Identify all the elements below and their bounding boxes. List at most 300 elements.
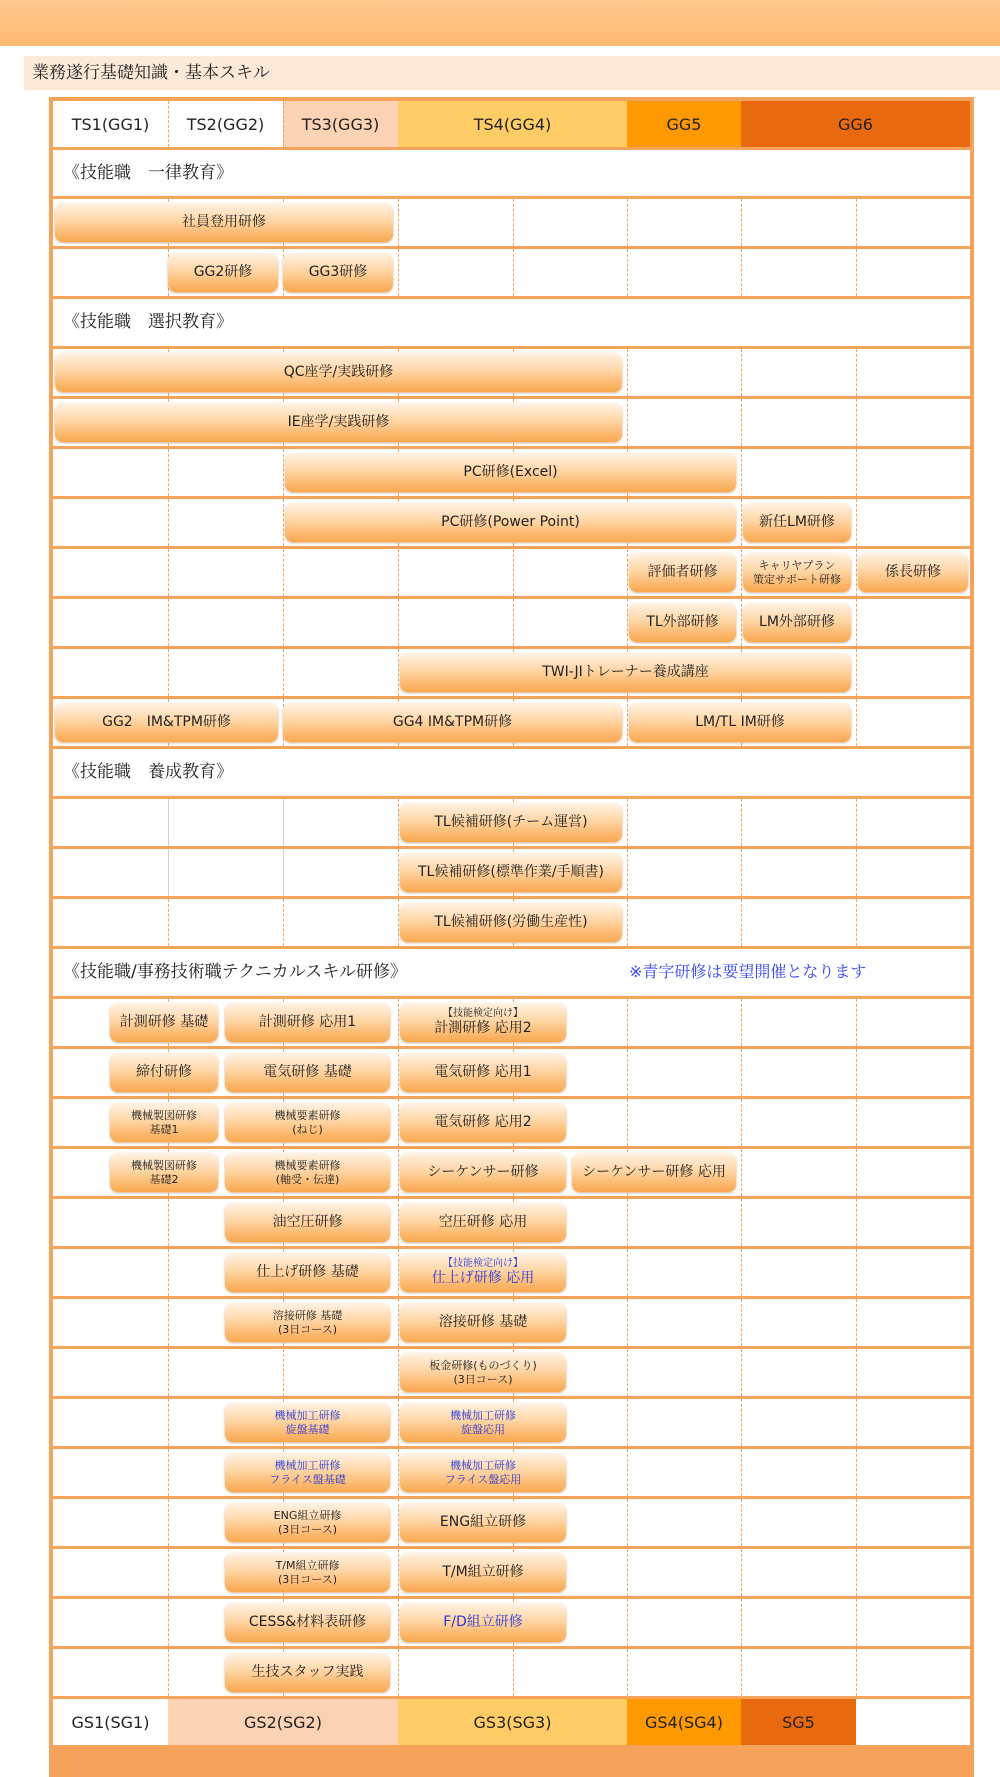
category-heading: 《技能職/事務技術職テクニカルスキル研修》 (63, 962, 408, 982)
course-label: TWI-JIトレーナー養成講座 (542, 664, 709, 681)
course-label: 係長研修 (885, 564, 941, 581)
grid-divider (627, 899, 628, 946)
course-label: GG2研修 (193, 264, 253, 281)
grid-divider (741, 599, 742, 646)
course-label: GG3研修 (308, 264, 368, 281)
grid-divider (856, 899, 857, 946)
grade-label: TS2(GG2) (186, 114, 265, 134)
grid-divider (168, 849, 169, 896)
category-heading-row (53, 299, 970, 346)
grid-divider (168, 1549, 169, 1596)
course-label: 計測研修 応用1 (258, 1014, 357, 1031)
course-label: 電気研修 基礎 (263, 1064, 352, 1081)
grade-header-cell (53, 101, 168, 147)
section-title: 業務遂行基礎知識・基本スキル (24, 56, 1000, 90)
training-course-tm3 (225, 1553, 390, 1592)
grade-header-cell (398, 101, 627, 147)
grid-divider (283, 849, 284, 896)
training-course-senban-o (400, 1403, 566, 1442)
grid-row (53, 1299, 970, 1346)
course-label: 基礎1 (149, 1122, 179, 1136)
grid-divider (513, 249, 514, 296)
course-label: TL候補研修(標準作業/手順書) (418, 864, 604, 881)
training-course-career (743, 553, 851, 592)
grid-divider (741, 1549, 742, 1596)
grid-divider (856, 799, 857, 846)
training-course-qc (55, 353, 622, 392)
grid-divider (283, 1349, 284, 1396)
grid-row (53, 899, 970, 946)
training-course-gg2im (55, 703, 278, 742)
training-course-pcpp (285, 503, 736, 542)
grid-divider (627, 349, 628, 396)
training-chart (49, 97, 974, 1777)
grid-divider (168, 1349, 169, 1396)
course-label: 基礎2 (149, 1172, 179, 1186)
grid-divider (856, 1449, 857, 1496)
course-label: 溶接研修 基礎 (272, 1309, 343, 1323)
training-course-newlm (743, 503, 851, 542)
training-course-keisoku-o2 (400, 1003, 566, 1042)
training-course-tl2 (400, 853, 622, 892)
grid-row (53, 1149, 970, 1196)
grid-row (53, 799, 970, 846)
training-course-furaisu-kiso (225, 1453, 390, 1492)
grid-row (53, 1499, 970, 1546)
grid-divider (741, 1149, 742, 1196)
category-heading: 《技能職 一律教育》 (63, 163, 233, 183)
course-label: 仕上げ研修 応用 (431, 1270, 535, 1287)
grid-divider (398, 1549, 399, 1596)
course-label: (軸受・伝達) (275, 1172, 340, 1186)
request-note: ※青字研修は要望開催となります (629, 962, 867, 981)
grid-divider (168, 1649, 169, 1696)
training-course-keisoku-o1 (225, 1003, 390, 1042)
grid-divider (856, 1099, 857, 1146)
grid-divider (283, 499, 284, 546)
grid-divider (856, 1599, 857, 1646)
grid-divider (741, 1199, 742, 1246)
training-course-denki-o1 (400, 1053, 566, 1092)
grid-row (53, 1349, 970, 1396)
grid-divider (856, 499, 857, 546)
grid-divider (398, 1249, 399, 1296)
grade-label: TS1(GG1) (71, 114, 150, 134)
training-course-kikaiyoso-jiku (225, 1153, 390, 1192)
category-heading-row (53, 949, 970, 996)
training-course-bankin (400, 1353, 566, 1392)
grid-divider (856, 699, 857, 746)
grade-header-cell (398, 1699, 627, 1745)
grid-row (53, 1049, 970, 1096)
grid-divider (856, 1249, 857, 1296)
grid-row (53, 549, 970, 596)
grid-divider (741, 399, 742, 446)
grid-row (53, 1599, 970, 1646)
course-label: TL候補研修(チーム運営) (434, 814, 588, 831)
grid-divider (283, 799, 284, 846)
grade-header-cell (741, 101, 970, 147)
training-course-seigi (225, 1653, 390, 1692)
course-label: 機械要素研修 (274, 1159, 341, 1173)
course-label: 計測研修 応用2 (434, 1020, 532, 1037)
course-label: 生技スタッフ実践 (251, 1664, 364, 1681)
training-course-kikaiseizu2 (110, 1153, 218, 1192)
course-label: 締付研修 (136, 1064, 192, 1081)
grade-header-top (53, 101, 970, 147)
course-label: 機械加工研修 (450, 1459, 516, 1473)
grid-divider (398, 849, 399, 896)
grid-divider (741, 1649, 742, 1696)
grid-divider (398, 799, 399, 846)
grade-label: GS1(SG1) (71, 1712, 150, 1732)
grade-label: TS4(GG4) (473, 114, 552, 134)
grade-label: GG5 (666, 114, 702, 134)
grid-divider (513, 549, 514, 596)
course-label: T/M組立研修 (442, 1564, 524, 1581)
grid-divider (398, 999, 399, 1046)
grid-divider (168, 1499, 169, 1546)
course-label: LM/TL IM研修 (695, 714, 785, 731)
grid-divider (168, 599, 169, 646)
training-course-shiage-kiso (225, 1253, 390, 1292)
grid-divider (741, 1399, 742, 1446)
course-label: フライス盤基礎 (269, 1472, 346, 1486)
course-label: TL外部研修 (646, 614, 719, 631)
grid-divider (627, 1449, 628, 1496)
course-label: 仕上げ研修 基礎 (256, 1264, 359, 1281)
grid-divider (741, 1499, 742, 1546)
grid-divider (627, 199, 628, 246)
grid-divider (856, 349, 857, 396)
training-course-kikaiseizu1 (110, 1103, 218, 1142)
course-label: 電気研修 応用1 (434, 1064, 532, 1081)
training-course-ie (55, 403, 622, 442)
course-label: 機械加工研修 (274, 1459, 341, 1473)
grid-divider (398, 1599, 399, 1646)
grid-row (53, 199, 970, 246)
training-course-denki-kiso (225, 1053, 390, 1092)
grade-header-cell (283, 101, 398, 147)
grid-divider (741, 899, 742, 946)
grade-header-cell (168, 1699, 398, 1745)
category-heading: 《技能職 選択教育》 (63, 312, 233, 332)
grid-divider (627, 1399, 628, 1446)
course-label: 新任LM研修 (759, 514, 835, 531)
grid-divider (627, 1499, 628, 1546)
grid-divider (741, 1449, 742, 1496)
course-label: F/D組立研修 (443, 1614, 523, 1631)
grid-divider (856, 1199, 857, 1246)
grid-divider (168, 101, 169, 147)
grid-row (53, 1099, 970, 1146)
course-label: T/M組立研修 (275, 1559, 340, 1573)
course-label: QC座学/実践研修 (283, 364, 394, 381)
grid-divider (741, 449, 742, 496)
grid-divider (168, 1299, 169, 1346)
course-label: PC研修(Power Point) (441, 514, 580, 531)
course-label: (3日コース) (277, 1522, 337, 1536)
grid-divider (627, 1549, 628, 1596)
grid-row (53, 649, 970, 696)
top-banner (0, 0, 1000, 46)
grid-divider (741, 1049, 742, 1096)
grid-divider (856, 1649, 857, 1696)
grid-divider (856, 1049, 857, 1096)
training-course-shain (55, 203, 393, 242)
course-label: 計測研修 基礎 (119, 1014, 209, 1031)
training-course-tm (400, 1553, 566, 1592)
grid-divider (398, 1499, 399, 1546)
grid-divider (168, 1599, 169, 1646)
grade-label: TS3(GG3) (301, 114, 380, 134)
grid-divider (627, 999, 628, 1046)
grid-divider (627, 1599, 628, 1646)
grid-divider (856, 249, 857, 296)
grid-divider (627, 549, 628, 596)
course-label: 機械製図研修 (131, 1159, 197, 1173)
course-label: 旋盤基礎 (285, 1422, 330, 1436)
grid-divider (398, 649, 399, 696)
grid-divider (398, 1199, 399, 1246)
course-label: CESS&材料表研修 (248, 1614, 367, 1631)
grid-divider (627, 1649, 628, 1696)
grid-divider (168, 449, 169, 496)
grid-divider (398, 1049, 399, 1096)
grid-divider (741, 349, 742, 396)
training-course-tl3 (400, 903, 622, 942)
course-label: 社員登用研修 (182, 214, 266, 231)
grid-divider (168, 649, 169, 696)
grid-divider (741, 1599, 742, 1646)
training-course-yosetsu-kiso (400, 1303, 566, 1342)
grid-divider (627, 1199, 628, 1246)
category-heading-row (53, 749, 970, 796)
grid-divider (168, 1449, 169, 1496)
grade-header-cell (53, 1699, 168, 1745)
grid-divider (741, 849, 742, 896)
course-label: (3日コース) (277, 1322, 338, 1336)
course-label: IE座学/実践研修 (287, 414, 390, 431)
grid-divider (627, 1049, 628, 1096)
grid-divider (398, 1149, 399, 1196)
grid-divider (398, 1099, 399, 1146)
training-course-furaisu-o (400, 1453, 566, 1492)
grid-divider (398, 599, 399, 646)
course-label: 評価者研修 (647, 564, 718, 581)
grid-divider (856, 1149, 857, 1196)
course-label: 電気研修 応用2 (434, 1114, 532, 1131)
training-course-gg4im (283, 703, 622, 742)
grid-divider (283, 549, 284, 596)
course-label: 板金研修(ものづくり) (429, 1359, 537, 1373)
course-label: フライス盤応用 (444, 1472, 522, 1486)
training-course-sequencer-o (572, 1153, 736, 1192)
grid-row (53, 849, 970, 896)
course-label: キャリヤプラン (758, 559, 836, 573)
grid-divider (513, 599, 514, 646)
grade-header-cell (741, 1699, 856, 1745)
training-course-keisoku-kiso (110, 1003, 218, 1042)
grid-row (53, 349, 970, 396)
grid-divider (627, 799, 628, 846)
grid-divider (168, 1249, 169, 1296)
grid-row (53, 1249, 970, 1296)
grid-divider (168, 549, 169, 596)
grid-divider (627, 599, 628, 646)
training-course-senban-kiso (225, 1403, 390, 1442)
grid-row (53, 1549, 970, 1596)
grade-label: GS4(SG4) (645, 1712, 723, 1732)
grid-divider (627, 1299, 628, 1346)
grid-divider (741, 799, 742, 846)
grid-divider (627, 1349, 628, 1396)
grid-divider (398, 249, 399, 296)
training-course-pcexcel (285, 453, 736, 492)
course-label: 空圧研修 応用 (438, 1214, 528, 1231)
grade-header-cell (627, 1699, 741, 1745)
training-course-tlgai (629, 603, 736, 642)
grid-divider (627, 1099, 628, 1146)
grid-divider (283, 649, 284, 696)
grid-divider (856, 1549, 857, 1596)
grid-divider (856, 599, 857, 646)
grid-divider (856, 1299, 857, 1346)
training-course-kikaiyoso-neji (225, 1103, 390, 1142)
grid-divider (856, 199, 857, 246)
course-label: 【技能検定向け】 (442, 1008, 523, 1020)
grid-divider (856, 1399, 857, 1446)
grid-divider (513, 199, 514, 246)
grid-divider (741, 1099, 742, 1146)
grid-divider (398, 1399, 399, 1446)
grid-divider (741, 1349, 742, 1396)
grid-divider (398, 1349, 399, 1396)
grid-divider (856, 449, 857, 496)
grid-row (53, 1649, 970, 1696)
grid-row (53, 1449, 970, 1496)
grid-divider (168, 499, 169, 546)
grid-row (53, 249, 970, 296)
training-course-yukuatsu (225, 1203, 390, 1242)
grid-divider (398, 899, 399, 946)
grade-label: GS3(SG3) (473, 1712, 552, 1732)
grid-divider (741, 1299, 742, 1346)
course-label: シーケンサー研修 (427, 1164, 539, 1181)
grade-header-cell (627, 101, 741, 147)
course-label: 策定サポート研修 (753, 572, 841, 586)
grid-divider (513, 1649, 514, 1696)
course-label: ENG組立研修 (273, 1509, 342, 1523)
grid-divider (398, 1449, 399, 1496)
grid-divider (398, 199, 399, 246)
grid-divider (741, 549, 742, 596)
grid-divider (283, 599, 284, 646)
grid-divider (283, 899, 284, 946)
grid-row (53, 999, 970, 1046)
grid-divider (627, 699, 628, 746)
grid-divider (856, 1499, 857, 1546)
training-course-twi (400, 653, 851, 692)
course-label: GG2 IM&TPM研修 (102, 714, 231, 731)
training-course-lmgai (743, 603, 851, 642)
grid-divider (741, 1249, 742, 1296)
training-course-yosetsu-kiso3 (225, 1303, 390, 1342)
course-label: GG4 IM&TPM研修 (392, 714, 513, 731)
grid-divider (283, 101, 284, 147)
training-course-sequencer (400, 1153, 566, 1192)
training-course-kuatsu-o (400, 1203, 566, 1242)
training-course-eng (400, 1503, 566, 1542)
training-course-hyoka (629, 553, 736, 592)
grid-divider (398, 1649, 399, 1696)
grade-label: GS2(SG2) (244, 1712, 322, 1732)
training-course-tl1 (400, 803, 622, 842)
training-course-lmtlim (629, 703, 851, 742)
course-label: LM外部研修 (759, 614, 835, 631)
grid-row (53, 1399, 970, 1446)
course-label: ENG組立研修 (439, 1514, 527, 1531)
training-course-fd (400, 1603, 566, 1642)
grid-divider (856, 849, 857, 896)
course-label: シーケンサー研修 応用 (582, 1164, 726, 1181)
grid-divider (398, 1299, 399, 1346)
training-course-shiage-o (400, 1253, 566, 1292)
course-label: (3日コース) (453, 1372, 513, 1386)
grid-divider (856, 549, 857, 596)
grid-divider (283, 449, 284, 496)
training-course-gg2 (168, 253, 278, 292)
grid-divider (398, 549, 399, 596)
grid-row (53, 699, 970, 746)
grade-header-cell (168, 101, 283, 147)
grid-divider (168, 1199, 169, 1246)
course-label: (ねじ) (292, 1122, 323, 1136)
grid-divider (741, 199, 742, 246)
grid-divider (168, 799, 169, 846)
grid-divider (856, 1349, 857, 1396)
grid-divider (627, 399, 628, 446)
grid-row (53, 449, 970, 496)
course-label: 溶接研修 基礎 (438, 1314, 528, 1331)
grid-divider (741, 999, 742, 1046)
course-label: 旋盤応用 (461, 1422, 505, 1436)
grid-divider (741, 249, 742, 296)
course-label: 【技能検定向け】 (442, 1258, 523, 1270)
training-course-shimetsuke (110, 1053, 218, 1092)
training-course-denki-o2 (400, 1103, 566, 1142)
grid-row (53, 499, 970, 546)
course-label: 機械製図研修 (131, 1109, 197, 1123)
grid-divider (627, 1249, 628, 1296)
course-label: PC研修(Excel) (463, 464, 558, 481)
training-course-gg3 (283, 253, 393, 292)
grid-divider (741, 499, 742, 546)
training-course-eng3 (225, 1503, 390, 1542)
category-heading: 《技能職 養成教育》 (63, 762, 233, 782)
grade-header-bottom (53, 1699, 970, 1745)
grid-row (53, 599, 970, 646)
grid-divider (168, 899, 169, 946)
category-heading-row (53, 150, 970, 196)
training-course-kakari (858, 553, 968, 592)
training-course-cess (225, 1603, 390, 1642)
grid-row (53, 1199, 970, 1246)
course-label: 機械要素研修 (274, 1109, 341, 1123)
course-label: 機械加工研修 (450, 1409, 516, 1423)
course-label: (3日コース) (277, 1572, 337, 1586)
grid-row (53, 399, 970, 446)
